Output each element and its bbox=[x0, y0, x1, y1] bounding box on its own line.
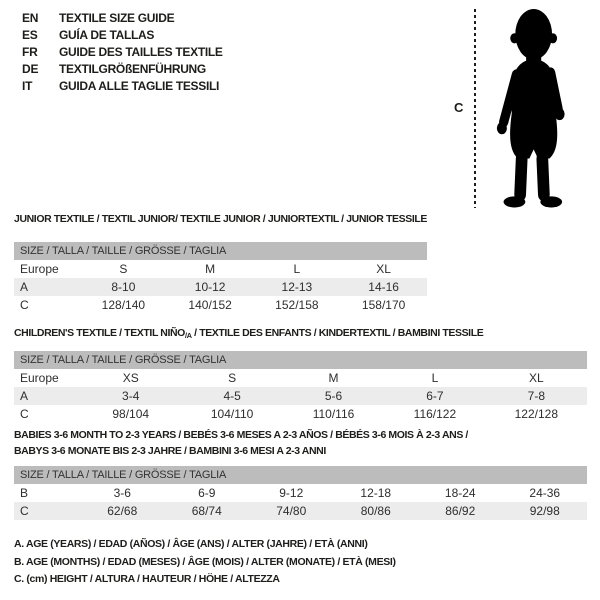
size-cell: 3-6 bbox=[113, 486, 131, 500]
size-cell: 14-16 bbox=[368, 280, 399, 294]
table-row bbox=[14, 260, 427, 278]
language-label: GUÍA DE TALLAS bbox=[59, 28, 155, 42]
table-rows bbox=[14, 484, 587, 520]
language-code: IT bbox=[22, 79, 33, 93]
title-segment: BABYS 3-6 MONATE BIS 2-3 JAHRE / BAMBINI 3-6 MESI A 2-3 ANNI bbox=[14, 445, 326, 457]
size-cell: 152/158 bbox=[275, 298, 319, 312]
footnote: C. (cm) HEIGHT / ALTURA / HAUTEUR / HÖHE / ALTEZZA bbox=[14, 573, 280, 585]
size-cell: 18-24 bbox=[444, 486, 476, 500]
size-cell: XS bbox=[122, 371, 139, 385]
language-row bbox=[22, 27, 223, 44]
row-label: B bbox=[20, 486, 29, 500]
language-label: GUIDE DES TAILLES TEXTILE bbox=[59, 45, 223, 59]
size-cell: 3-4 bbox=[122, 389, 140, 403]
row-label: A bbox=[20, 280, 29, 294]
size-table-babies bbox=[14, 427, 587, 520]
size-cell: 122/128 bbox=[514, 407, 559, 421]
size-cell: 140/152 bbox=[188, 298, 232, 312]
size-cell: S bbox=[228, 371, 237, 385]
table-row bbox=[14, 405, 587, 423]
height-marker-label: C bbox=[454, 100, 464, 115]
size-cell: 86/92 bbox=[445, 504, 476, 518]
table-title-line bbox=[14, 443, 587, 459]
size-cell: 6-7 bbox=[426, 389, 444, 403]
footnotes bbox=[14, 536, 396, 589]
row-label: A bbox=[20, 389, 29, 403]
language-guide bbox=[22, 10, 223, 95]
baby-silhouette bbox=[486, 7, 578, 209]
size-cell: 158/170 bbox=[361, 298, 406, 312]
row-label: C bbox=[20, 504, 29, 518]
table-title-line bbox=[14, 325, 587, 344]
size-cell: 104/110 bbox=[210, 407, 254, 421]
table-row bbox=[14, 278, 427, 296]
size-cell: L bbox=[431, 371, 439, 385]
language-row bbox=[22, 10, 223, 27]
language-code: DE bbox=[22, 62, 39, 76]
language-row bbox=[22, 61, 223, 78]
language-code: FR bbox=[22, 45, 38, 59]
table-title bbox=[14, 427, 587, 459]
size-cell: 24-36 bbox=[529, 486, 561, 500]
title-segment: BABIES 3-6 MONTH TO 2-3 YEARS / BEBÉS 3-6 MESES A 2-3 AÑOS / BÉBÉS 3-6 MOIS À 2-3 ANS / bbox=[14, 429, 468, 441]
size-cell: 110/116 bbox=[312, 407, 355, 421]
table-row bbox=[14, 296, 427, 314]
language-label: TEXTILE SIZE GUIDE bbox=[59, 11, 175, 25]
table-title-line bbox=[14, 427, 587, 443]
row-label: Europe bbox=[20, 371, 59, 385]
table-rows bbox=[14, 260, 427, 314]
table-title bbox=[14, 325, 587, 344]
size-cell: M bbox=[205, 262, 216, 276]
row-label: C bbox=[20, 298, 29, 312]
size-cell: 4-5 bbox=[223, 389, 241, 403]
size-cell: S bbox=[119, 262, 128, 276]
size-cell: 80/86 bbox=[360, 504, 391, 518]
table-title bbox=[14, 211, 427, 227]
table-row bbox=[14, 387, 587, 405]
language-label: TEXTILGRÖßENFÜHRUNG bbox=[59, 62, 206, 76]
table-rows bbox=[14, 369, 587, 423]
size-cell: 12-18 bbox=[360, 486, 392, 500]
size-cell: 62/68 bbox=[107, 504, 138, 518]
title-segment: JUNIOR TEXTILE / TEXTIL JUNIOR/ TEXTILE JUNIOR / JUNIORTEXTIL / JUNIOR TESSILE bbox=[14, 213, 427, 225]
size-cell: 7-8 bbox=[527, 389, 545, 403]
language-row bbox=[22, 44, 223, 61]
size-cell: XL bbox=[528, 371, 544, 385]
title-segment: / TEXTILE DES ENFANTS / KINDERTEXTIL / BAMBINI TESSILE bbox=[191, 327, 484, 339]
footnote: A. AGE (YEARS) / EDAD (AÑOS) / ÂGE (ANS) / ALTER (JAHRE) / ETÀ (ANNI) bbox=[14, 538, 368, 550]
size-header-bar: SIZE / TALLA / TAILLE / GRÖSSE / TAGLIA bbox=[14, 351, 587, 369]
size-table-junior bbox=[14, 211, 427, 314]
language-label: GUIDA ALLE TAGLIE TESSILI bbox=[59, 79, 220, 93]
size-header-bar: SIZE / TALLA / TAILLE / GRÖSSE / TAGLIA bbox=[14, 466, 587, 484]
language-code: ES bbox=[22, 28, 38, 42]
size-header-bar: SIZE / TALLA / TAILLE / GRÖSSE / TAGLIA bbox=[14, 242, 427, 260]
table-row bbox=[14, 502, 587, 520]
size-cell: 9-12 bbox=[279, 486, 304, 500]
size-cell: 68/74 bbox=[191, 504, 222, 518]
size-cell: 98/104 bbox=[112, 407, 150, 421]
size-cell: 74/80 bbox=[276, 504, 307, 518]
table-title-line bbox=[14, 211, 427, 227]
size-cell: M bbox=[328, 371, 339, 385]
title-segment: CHILDREN'S TEXTILE / TEXTIL NIÑO bbox=[14, 327, 185, 339]
title-segment: /A bbox=[184, 331, 192, 340]
footnote: B. AGE (MONTHS) / EDAD (MESES) / ÂGE (MOIS) / ALTER (MONATE) / ETÀ (MESI) bbox=[14, 555, 396, 568]
size-cell: 5-6 bbox=[324, 389, 343, 403]
size-cell: 128/140 bbox=[101, 298, 146, 312]
size-table-children bbox=[14, 325, 587, 423]
language-row bbox=[22, 78, 223, 95]
size-cell: L bbox=[293, 262, 301, 276]
language-code: EN bbox=[22, 11, 39, 25]
row-label: Europe bbox=[20, 262, 59, 276]
size-cell: XL bbox=[376, 262, 391, 276]
size-cell: 116/122 bbox=[413, 407, 457, 421]
size-cell: 10-12 bbox=[194, 280, 226, 294]
size-cell: 6-9 bbox=[198, 486, 216, 500]
row-label: C bbox=[20, 407, 29, 421]
size-cell: 92/98 bbox=[529, 504, 560, 518]
size-cell: 8-10 bbox=[111, 280, 136, 294]
table-row bbox=[14, 369, 587, 387]
table-row bbox=[14, 484, 587, 502]
size-cell: 12-13 bbox=[281, 280, 313, 294]
height-dashed-line bbox=[474, 9, 476, 208]
